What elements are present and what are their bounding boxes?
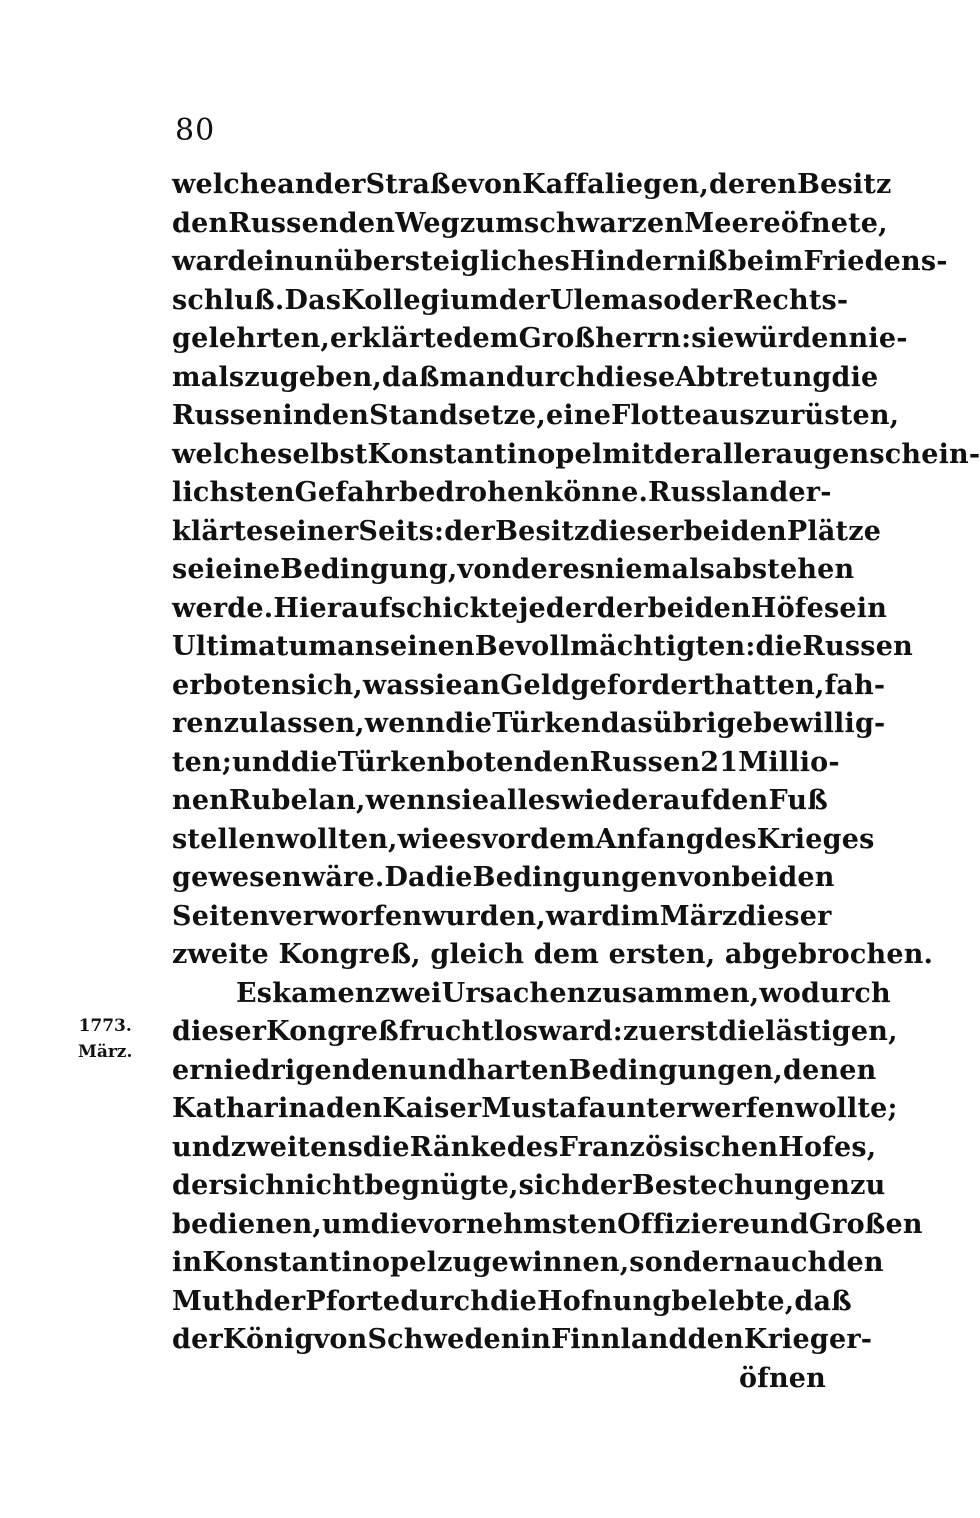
- text-line: Es kamen zwei Ursachen zusammen, wodurch: [236, 977, 891, 1009]
- text-line: und zweitens die Ränke des Französischen Hofes,: [172, 1131, 877, 1163]
- body-text: [172, 166, 980, 1398]
- text-line: zweite Kongreß, gleich dem ersten, abgebrochen.: [172, 939, 934, 970]
- margin-note-year: 1773.: [78, 1016, 132, 1036]
- text-line: werde. Hierauf schickte jeder der beiden Höfe sein: [172, 592, 888, 624]
- text-line: lichsten Gefahr bedrohen könne. Russland er-: [172, 477, 832, 508]
- text-line: Katharina den Kaiser Mustafa unterwerfen wollte;: [172, 1093, 898, 1124]
- text-line: welche selbst Konstantinopel mit der alleraugenschein-: [172, 438, 980, 470]
- text-line: der sich nicht begnügte, sich der Bestechungen zu: [172, 1170, 886, 1201]
- text-line: erboten sich, was sie an Geld gefordert hatten, fah-: [172, 669, 886, 701]
- text-line: nen Rubel an, wenn sie alles wieder auf den Fuß: [172, 785, 828, 816]
- text-line: ward ein unübersteigliches Hinderniß beim Friedens-: [172, 246, 948, 277]
- text-line: erniedrigenden und harten Bedingungen, denen: [172, 1054, 877, 1086]
- text-line: welche an der Straße von Kaffa liegen, deren Besitz: [172, 169, 892, 200]
- text-line: klärte seiner Seits: der Besitz dieser beiden Plätze: [172, 515, 882, 547]
- catchword: öfnen: [738, 1362, 826, 1394]
- text-line: sei eine Bedingung, von der es niemals abstehen: [172, 554, 855, 585]
- text-line: bedienen, um die vornehmsten Offiziere und Großen: [172, 1208, 923, 1240]
- text-line: der König von Schweden in Finnland den Krieg er-: [172, 1324, 873, 1355]
- text-line: Muth der Pforte durch die Hofnung belebte, daß: [172, 1285, 852, 1317]
- text-line: ren zu lassen, wenn die Türken das übrige bewillig-: [172, 708, 886, 739]
- page-number: 80: [175, 113, 216, 148]
- text-line: mals zugeben, daß man durch diese Abtretung die: [172, 361, 879, 393]
- margin-note: [78, 1013, 132, 1065]
- text-line: schluß. Das Kollegium der Ulemas oder Rechts-: [172, 284, 849, 316]
- text-line: den Russen den Weg zum schwarzen Meere öfnete,: [172, 207, 888, 239]
- text-line: Seiten verworfen wurden, ward im März dieser: [172, 900, 832, 932]
- text-line: stellen wollten, wie es vor dem Anfang des Krieges: [172, 823, 875, 855]
- text-line: dieser Kongreß fruchtlos ward: zuerst die lästigen,: [172, 1016, 898, 1047]
- text-line: gewesen wäre. Da die Bedingungen von beiden: [172, 862, 835, 893]
- margin-note-month: März.: [78, 1042, 133, 1062]
- text-line: in Konstantinopel zu gewinnen, sondern auch den: [172, 1247, 884, 1278]
- text-line: Russen in den Stand setze, eine Flotte auszurüsten,: [172, 400, 900, 431]
- text-line: ten; und die Türken boten den Russen 21 Millio-: [172, 746, 840, 778]
- text-line: gelehrten, erklärte dem Großherrn: sie würden nie-: [172, 323, 908, 354]
- text-line: Ultimatum an seinen Bevollmächtigten: die Russen: [172, 631, 913, 662]
